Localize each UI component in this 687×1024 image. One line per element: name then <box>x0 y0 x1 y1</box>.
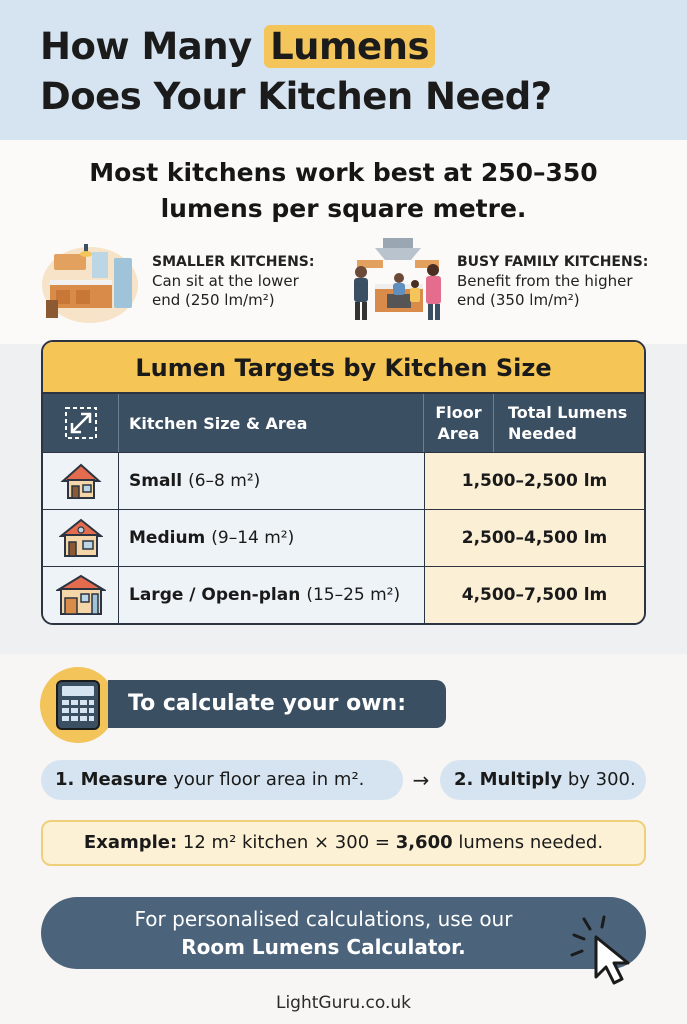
header-total-line2: Needed <box>508 424 577 443</box>
header-total-lumens <box>494 394 644 452</box>
example-value: 3,600 <box>395 832 453 853</box>
footer-site: LightGuru.co.uk <box>275 993 411 1013</box>
step2-bold: 2. Multiply <box>454 769 563 790</box>
page-title <box>40 22 660 122</box>
row-area: (9–14 m²) <box>211 528 295 548</box>
row-size <box>119 510 424 566</box>
room-lumens-calculator-button[interactable] <box>41 897 646 969</box>
row-size <box>119 453 424 509</box>
tip-text-line2: end (250 lm/m²) <box>152 291 275 309</box>
tip-busy-family-kitchens <box>457 253 672 310</box>
step1-rest: your floor area in m². <box>167 769 365 790</box>
subtitle-line1: Most kitchens work best at 250–350 <box>89 158 598 187</box>
step-measure <box>41 760 403 800</box>
cta-line1: For personalised calculations, use our <box>134 907 513 931</box>
example-label: Example: <box>83 832 178 853</box>
table-title: Lumen Targets by Kitchen Size <box>43 342 644 394</box>
row-size-label: Large / Open-plan <box>129 585 301 605</box>
cta-line2: Room Lumens Calculator. <box>181 935 466 959</box>
header-kitchen-size: Kitchen Size & Area <box>119 394 424 452</box>
family-kitchen-illustration <box>345 238 450 324</box>
row-size-label: Medium <box>129 528 206 548</box>
header-total-line1: Total Lumens <box>508 403 628 422</box>
calculate-heading: To calculate your own: <box>108 680 446 728</box>
header-floor-area <box>424 394 494 452</box>
tip-heading: SMALLER KITCHENS: <box>152 254 315 270</box>
open-plan-house-icon <box>43 567 119 623</box>
table-row <box>43 509 644 566</box>
small-house-icon <box>43 453 119 509</box>
row-area: (15–25 m²) <box>306 585 401 605</box>
tip-heading: BUSY FAMILY KITCHENS: <box>457 254 649 270</box>
step-multiply <box>440 760 646 800</box>
tip-text-line2: end (350 lm/m²) <box>457 291 580 309</box>
step2-rest: by 300. <box>562 769 636 790</box>
table-row <box>43 566 644 623</box>
tip-smaller-kitchens <box>152 253 342 310</box>
example-mid: 12 m² kitchen × 300 = <box>177 832 396 853</box>
lumen-targets-table <box>41 340 646 625</box>
table-row <box>43 452 644 509</box>
resize-icon <box>43 394 119 452</box>
table-header-row <box>43 394 644 452</box>
subtitle-line2: lumens per square metre. <box>160 194 527 223</box>
row-size <box>119 567 424 623</box>
small-kitchen-illustration <box>40 240 140 324</box>
example-end: lumens needed. <box>452 832 604 853</box>
tip-text-line1: Can sit at the lower <box>152 272 299 290</box>
title-line1-pre: How Many <box>40 25 265 68</box>
row-lumens: 1,500–2,500 lm <box>424 453 644 509</box>
row-area: (6–8 m²) <box>188 471 261 491</box>
header-floor-line2: Area <box>437 424 480 443</box>
row-lumens: 4,500–7,500 lm <box>424 567 644 623</box>
tip-text-line1: Benefit from the higher <box>457 272 633 290</box>
row-lumens: 2,500–4,500 lm <box>424 510 644 566</box>
example-box <box>41 820 646 866</box>
medium-house-icon <box>43 510 119 566</box>
calculator-icon <box>40 667 116 743</box>
subtitle <box>30 155 657 227</box>
arrow-icon: → <box>412 768 430 792</box>
title-line2: Does Your Kitchen Need? <box>40 75 552 118</box>
step1-bold: 1. Measure <box>55 769 168 790</box>
row-size-label: Small <box>129 471 183 491</box>
pointer-click-icon <box>570 915 640 987</box>
header-floor-line1: Floor <box>435 403 482 422</box>
title-highlight: Lumens <box>264 25 435 68</box>
